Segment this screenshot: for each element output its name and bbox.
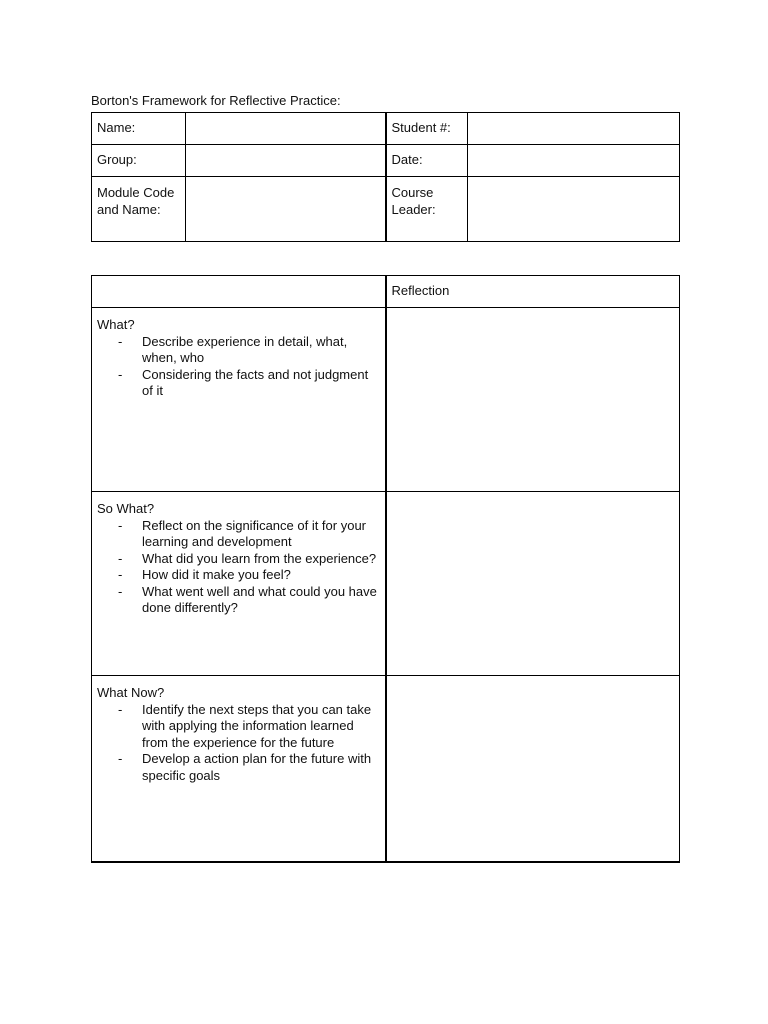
section-title-so-what: So What? (97, 501, 155, 516)
info-row-name (92, 113, 680, 145)
reflection-header-row (92, 276, 680, 308)
prompt-cell-what-now (92, 676, 386, 863)
section-row-what-now (92, 676, 680, 863)
reflection-field-what[interactable] (386, 308, 680, 492)
bullet-dash: - (118, 701, 123, 717)
info-row-group (92, 145, 680, 177)
name-label: Name: (92, 113, 186, 145)
bullet-dash: - (118, 550, 123, 566)
student-info-table (91, 112, 680, 242)
list-item (97, 567, 380, 584)
list-item (97, 367, 380, 400)
reflection-field-what-now[interactable] (386, 676, 680, 863)
bullet-text: Develop a action plan for the future with specific goals (142, 751, 372, 783)
module-code-label: Module Code and Name: (92, 177, 186, 242)
date-label: Date: (386, 145, 468, 177)
info-row-module (92, 177, 680, 242)
student-number-label: Student #: (386, 113, 468, 145)
date-field[interactable] (468, 145, 680, 177)
list-item (97, 551, 380, 568)
name-field[interactable] (186, 113, 386, 145)
reflection-header: Reflection (386, 276, 680, 308)
group-label: Group: (92, 145, 186, 177)
bullet-text: What went well and what could you have done differently? (142, 583, 377, 615)
course-leader-field[interactable] (468, 177, 680, 242)
bullet-dash: - (118, 751, 123, 766)
bullet-dash: - (118, 366, 123, 382)
bullet-list-what-now (97, 702, 380, 785)
list-item (97, 751, 380, 784)
bullet-text: Reflect on the significance of it for your learning and development (142, 517, 367, 549)
bullet-text: How did it make you feel? (142, 567, 291, 582)
bullet-dash: - (118, 583, 123, 599)
section-row-what (92, 308, 680, 492)
section-title-what: What? (97, 317, 135, 332)
list-item (97, 518, 380, 551)
list-item (97, 584, 380, 617)
bullet-dash: - (118, 517, 123, 533)
bullet-text: Identify the next steps that you can take with applying the information learned from the experience for the future (142, 701, 372, 750)
module-code-field[interactable] (186, 177, 386, 242)
prompt-cell-what (92, 308, 386, 492)
reflection-table (91, 275, 680, 863)
bullet-dash: - (118, 333, 123, 349)
bullet-text: Describe experience in detail, what, when, who (142, 333, 348, 365)
prompt-cell-so-what (92, 492, 386, 676)
bullet-list-what (97, 334, 380, 400)
section-row-so-what (92, 492, 680, 676)
list-item (97, 334, 380, 367)
prompt-header-cell (92, 276, 386, 308)
bullet-dash: - (118, 567, 123, 582)
bullet-text: Considering the facts and not judgment of it (142, 366, 369, 398)
document-title: Borton's Framework for Reflective Practice: (91, 93, 341, 108)
bullet-list-so-what (97, 518, 380, 617)
group-field[interactable] (186, 145, 386, 177)
list-item (97, 702, 380, 752)
reflection-field-so-what[interactable] (386, 492, 680, 676)
section-title-what-now: What Now? (97, 685, 165, 700)
course-leader-label: Course Leader: (386, 177, 468, 242)
bullet-text: What did you learn from the experience? (142, 550, 377, 566)
student-number-field[interactable] (468, 113, 680, 145)
